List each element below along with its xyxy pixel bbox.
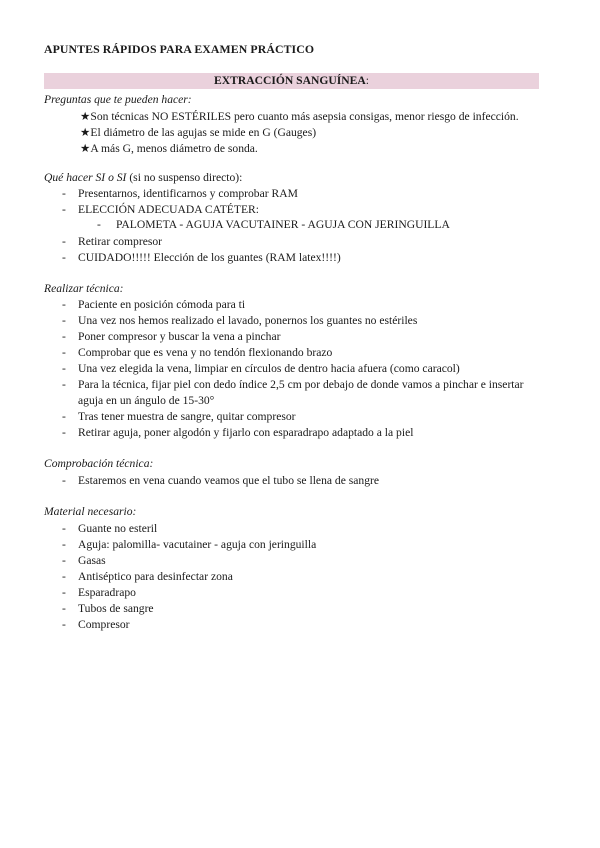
bullet-dash: - — [62, 554, 66, 567]
item-text: Tubos de sangre — [78, 602, 154, 615]
bullet-dash: - — [62, 235, 66, 248]
item-text: Para la técnica, fijar piel con dedo índice 2,5 cm por debajo de donde vamos a pinchar e insertar aguja en un ángulo de 15-30° — [78, 378, 524, 407]
section-banner — [44, 73, 539, 89]
bullet-dash: - — [62, 187, 66, 200]
section-banner-title — [44, 74, 539, 87]
item-text: Retirar compresor — [78, 235, 163, 248]
bullet-dash: - — [62, 203, 66, 216]
bullet-dash: - — [62, 346, 66, 359]
bullet-dash: - — [62, 602, 66, 615]
material-heading: Material necesario: — [44, 505, 137, 518]
item-text: Paciente en posición cómoda para ti — [78, 298, 246, 311]
que-hacer-heading-note: (si no suspenso directo): — [126, 171, 243, 184]
item-text: Gasas — [78, 554, 106, 567]
item-text: Antiséptico para desinfectar zona — [78, 570, 233, 583]
bullet-dash: - — [62, 426, 66, 439]
item-text: CUIDADO!!!!! Elección de los guantes (RAM latex!!!!) — [78, 251, 341, 264]
bullet-dash: - — [62, 330, 66, 343]
preguntas-item: ★A más G, menos diámetro de sonda. — [80, 142, 258, 155]
document-title: APUNTES RÁPIDOS PARA EXAMEN PRÁCTICO — [44, 42, 315, 56]
bullet-dash: - — [62, 314, 66, 327]
item-text: Retirar aguja, poner algodón y fijarlo con esparadrapo adaptado a la piel — [78, 426, 414, 439]
bullet-dash: - — [62, 474, 66, 487]
item-text: Presentarnos, identificarnos y comprobar RAM — [78, 187, 298, 200]
item-text: Esparadrapo — [78, 586, 136, 599]
item-text: ELECCIÓN ADECUADA CATÉTER: — [78, 203, 259, 216]
bullet-dash: - — [97, 218, 101, 231]
bullet-dash: - — [62, 378, 66, 391]
item-text: Poner compresor y buscar la vena a pinchar — [78, 330, 281, 343]
que-hacer-heading — [44, 171, 242, 184]
item-text: Compresor — [78, 618, 130, 631]
bullet-dash: - — [62, 618, 66, 631]
bullet-dash: - — [62, 522, 66, 535]
bullet-dash: - — [62, 251, 66, 264]
item-text: Una vez elegida la vena, limpiar en círculos de dentro hacia afuera (como caracol) — [78, 362, 460, 375]
item-text: Tras tener muestra de sangre, quitar compresor — [78, 410, 296, 423]
item-text: PALOMETA - AGUJA VACUTAINER - AGUJA CON JERINGUILLA — [116, 218, 450, 231]
item-text: Guante no esteril — [78, 522, 158, 535]
preguntas-heading: Preguntas que te pueden hacer: — [44, 93, 192, 106]
bullet-dash: - — [62, 586, 66, 599]
bullet-dash: - — [62, 538, 66, 551]
preguntas-item: ★El diámetro de las agujas se mide en G (Gauges) — [80, 126, 317, 139]
bullet-dash: - — [62, 410, 66, 423]
comprobacion-heading: Comprobación técnica: — [44, 457, 154, 470]
item-text: Comprobar que es vena y no tendón flexionando brazo — [78, 346, 333, 359]
section-banner-label: EXTRACCIÓN SANGUÍNEA — [214, 74, 366, 87]
que-hacer-heading-italic: Qué hacer SI o SI — [44, 171, 127, 184]
bullet-dash: - — [62, 298, 66, 311]
item-text: Estaremos en vena cuando veamos que el tubo se llena de sangre — [78, 474, 380, 487]
realizar-heading: Realizar técnica: — [44, 282, 124, 295]
item-text: Una vez nos hemos realizado el lavado, ponernos los guantes no estériles — [78, 314, 418, 327]
realizar-item — [62, 377, 542, 409]
bullet-dash: - — [62, 362, 66, 375]
preguntas-item: ★Son técnicas NO ESTÉRILES pero cuanto más asepsia consigas, menor riesgo de infección. — [80, 110, 519, 123]
item-text: Aguja: palomilla- vacutainer - aguja con jeringuilla — [78, 538, 317, 551]
section-banner-colon: : — [365, 74, 369, 87]
bullet-dash: - — [62, 570, 66, 583]
